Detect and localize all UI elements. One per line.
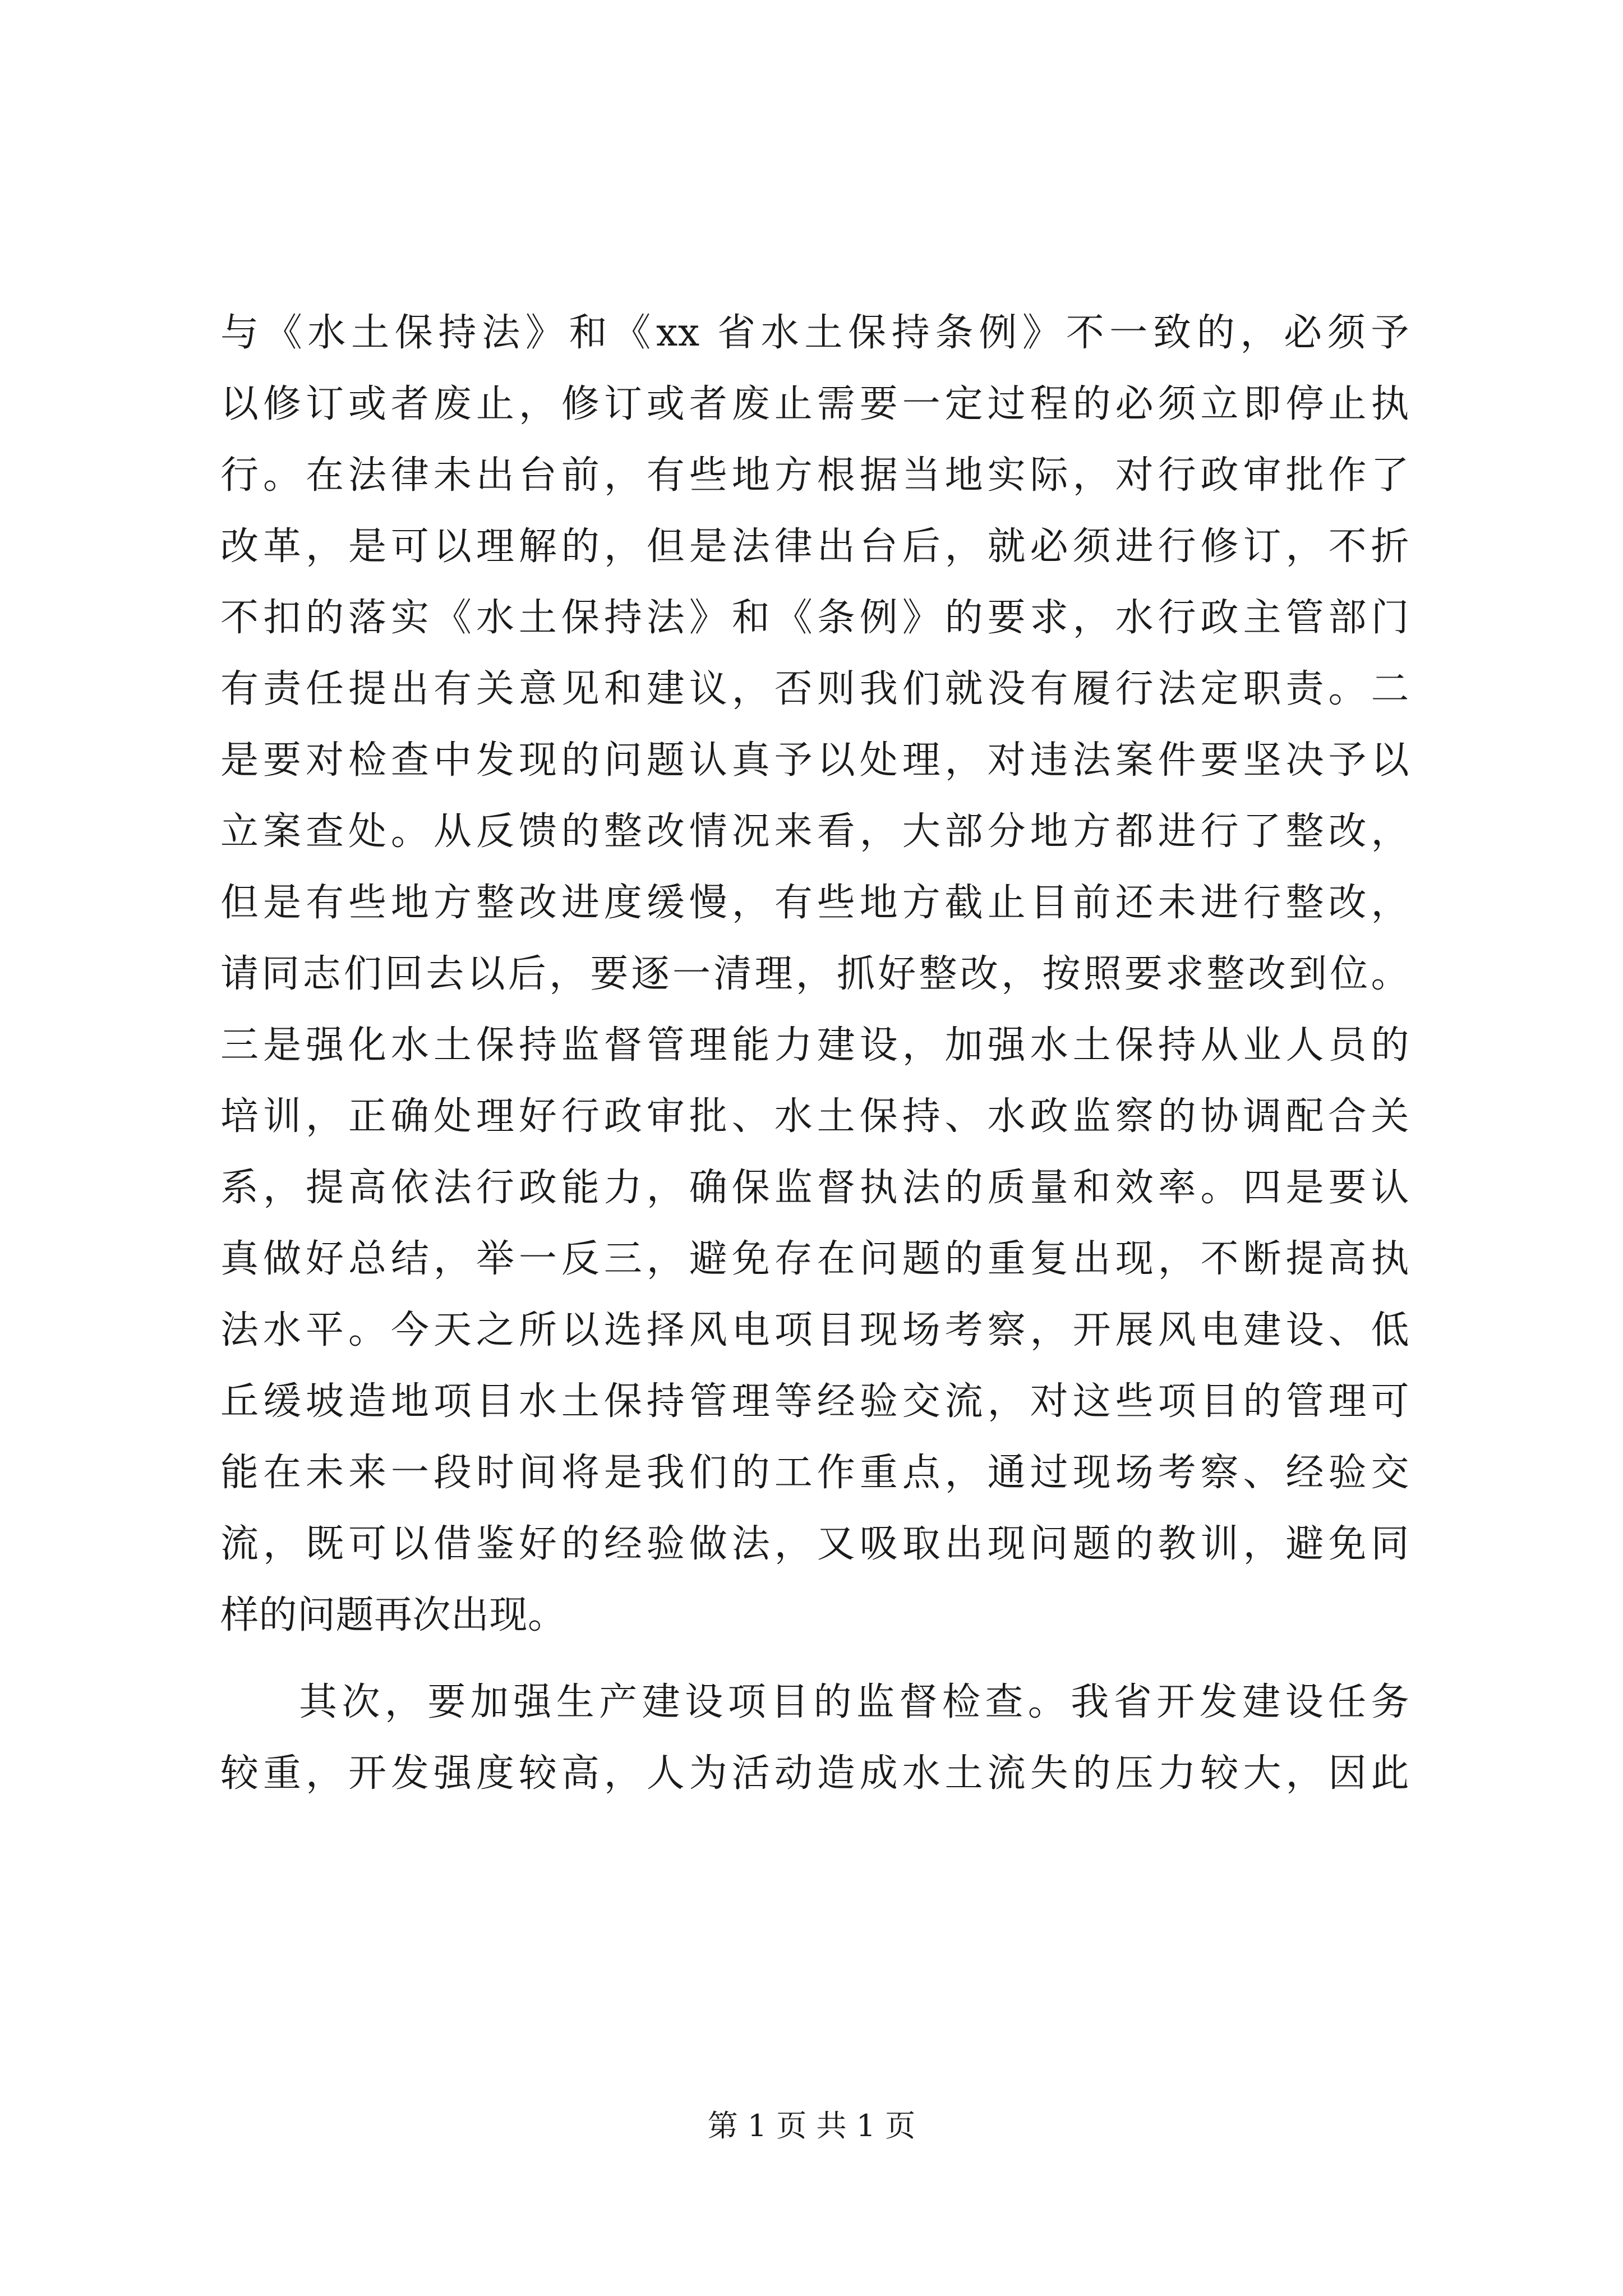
paragraph-1 xyxy=(220,297,1409,1651)
text-line: 请同志们回去以后，要逐一清理，抓好整改，按照要求整改到位。 xyxy=(220,952,1409,996)
text-line: 立案查处。从反馈的整改情况来看，大部分地方都进行了整改， xyxy=(220,809,1409,854)
text-line: 不扣的落实《水土保持法》和《条例》的要求，水行政主管部门 xyxy=(220,596,1409,640)
text-line: 有责任提出有关意见和建议，否则我们就没有履行法定职责。二 xyxy=(220,667,1409,711)
text-line: 培训，正确处理好行政审批、水土保持、水政监察的协调配合关 xyxy=(220,1094,1409,1139)
text-line: 改革，是可以理解的，但是法律出台后，就必须进行修订，不折 xyxy=(220,524,1409,569)
text-line: 样的问题再次出现。 xyxy=(220,1593,566,1637)
text-line: 与《水土保持法》和《xx 省水土保持条例》不一致的，必须予 xyxy=(220,311,1409,355)
text-line: 行。在法律未出台前，有些地方根据当地实际，对行政审批作了 xyxy=(220,453,1409,498)
document-body xyxy=(220,297,1409,1809)
text-line: 以修订或者废止，修订或者废止需要一定过程的必须立即停止执 xyxy=(220,382,1409,426)
text-line: 真做好总结，举一反三，避免存在问题的重复出现，不断提高执 xyxy=(220,1237,1409,1281)
text-line: 较重，开发强度较高，人为活动造成水土流失的压力较大，因此 xyxy=(220,1751,1409,1796)
paragraph-spacer xyxy=(220,1651,1409,1667)
page-footer xyxy=(0,2109,1623,2143)
text-line: 法水平。今天之所以选择风电项目现场考察，开展风电建设、低 xyxy=(220,1308,1409,1352)
text-line: 其次，要加强生产建设项目的监督检查。我省开发建设任务 xyxy=(299,1680,1409,1724)
text-line: 是要对检查中发现的问题认真予以处理，对违法案件要坚决予以 xyxy=(220,738,1409,783)
text-line: 丘缓坡造地项目水土保持管理等经验交流，对这些项目的管理可 xyxy=(220,1379,1409,1424)
text-line: 流，既可以借鉴好的经验做法，又吸取出现问题的教训，避免同 xyxy=(220,1522,1409,1566)
text-line: 能在未来一段时间将是我们的工作重点，通过现场考察、经验交 xyxy=(220,1451,1409,1495)
text-line: 三是强化水土保持监督管理能力建设，加强水土保持从业人员的 xyxy=(220,1023,1409,1068)
paragraph-2 xyxy=(220,1667,1409,1809)
text-line: 系，提高依法行政能力，确保监督执法的质量和效率。四是要认 xyxy=(220,1166,1409,1210)
text-line: 但是有些地方整改进度缓慢，有些地方截止目前还未进行整改， xyxy=(220,881,1409,925)
page-number-label: 第 1 页 共 1 页 xyxy=(707,2108,916,2143)
